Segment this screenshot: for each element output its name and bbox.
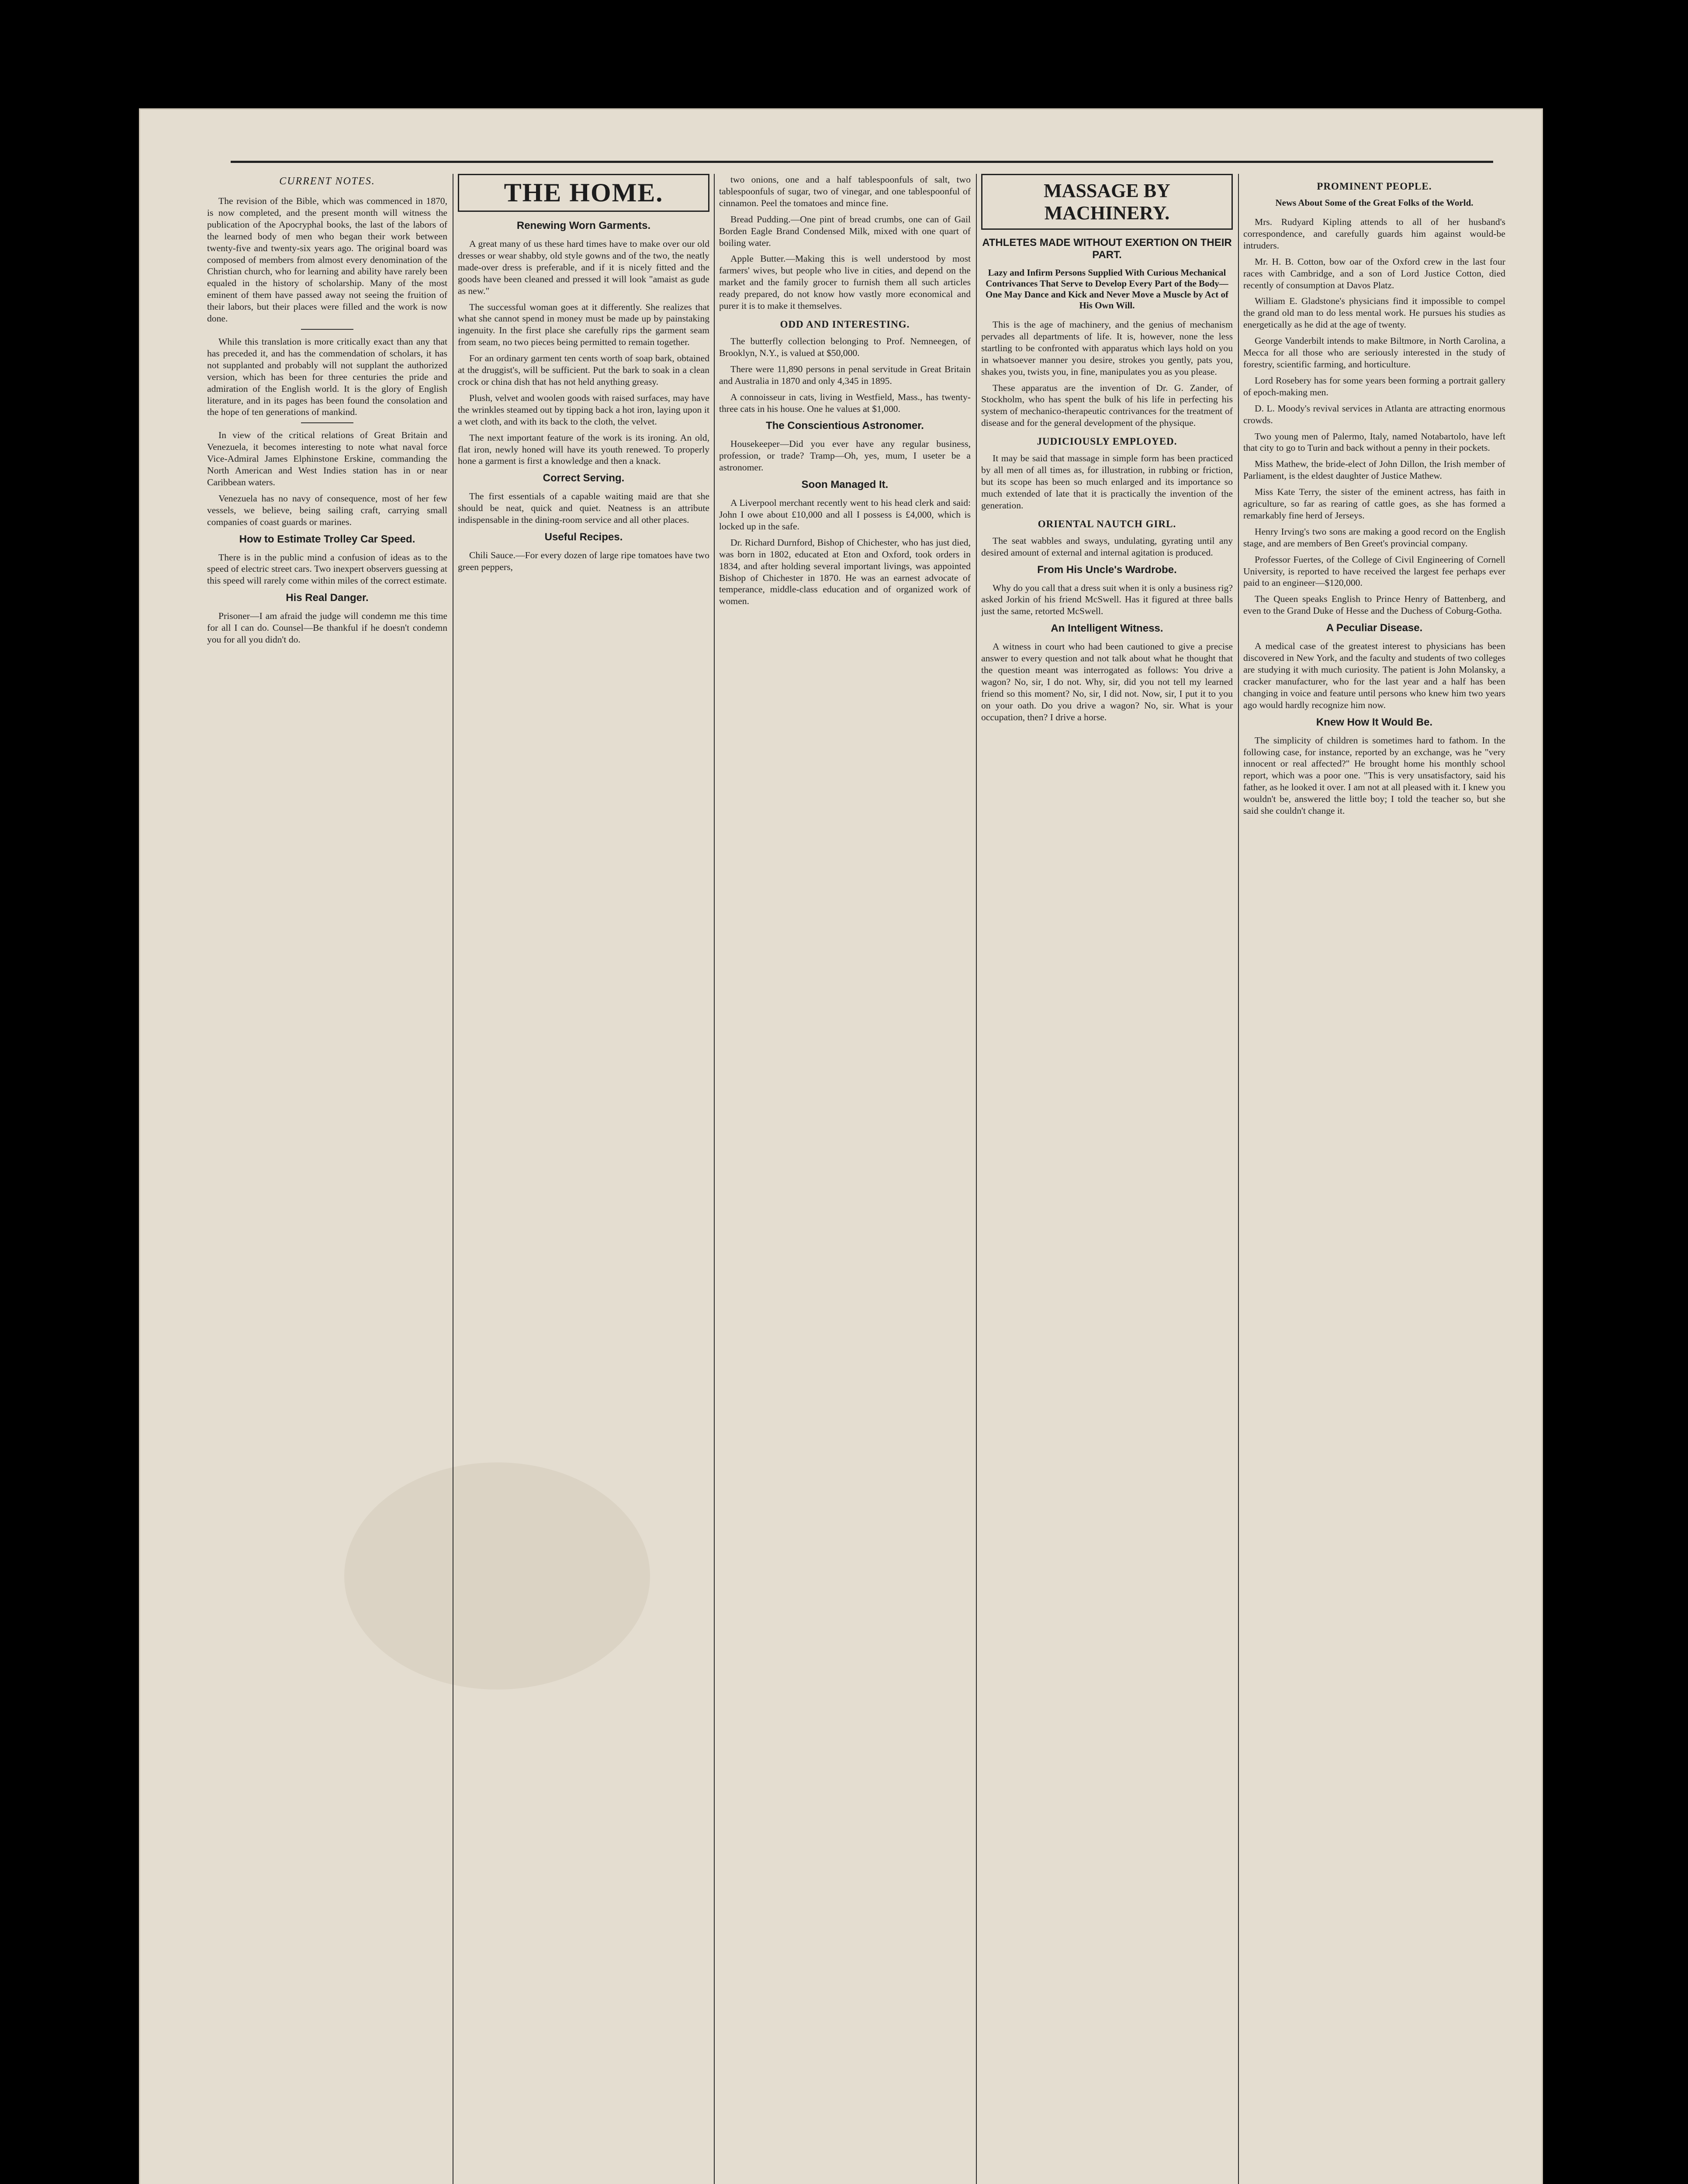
article-paragraph: Two young men of Palermo, Italy, named Notabartolo, have left that city to go to Turin and back without a penny in their pockets. [1243, 431, 1505, 453]
article-paragraph: The Queen speaks English to Prince Henry of Battenberg, and even to the Grand Duke of Hesse and the Duchess of Coburg-Gotha. [1243, 594, 1505, 616]
article-paragraph: It may be said that massage in simple form has been practiced by all men of all times as, for illustration, in rubbing or friction, but its scope has been so much enlarged and its importance so much extended of late that it is practically the invention of the generation. [981, 453, 1233, 511]
article-paragraph: Plush, velvet and woolen goods with raised surfaces, may have the wrinkles steamed out by tipping back a hot iron, laying upon it a wet cloth, and with its back to the cloth, the velvet. [458, 392, 709, 427]
article-heading: Soon Managed It. [801, 479, 889, 491]
section-title: THE HOME. [458, 174, 709, 212]
article-paragraph: The revision of the Bible, which was commenced in 1870, is now completed, and the present month will witness the publication of the Apocryphal books, the last of the labors of the learned body of men who began their work between twenty-five and twenty-six years ago. The original board was composed of members from almost every denomination of the Christian church, who for learning and ability have rarely been equaled in the history of scholarship. Many of the most eminent of them have passed away not seeing the fruition of their labors, but their places were filled and the work is now done. [207, 196, 447, 324]
article-deck: Lazy and Infirm Persons Supplied With Curious Mechanical Contrivances That Serve to Develop Every Part of the Body—One May Dance and Kick and Never Move a Muscle by Act of His Own Will. [985, 267, 1229, 311]
article-deck: News About Some of the Great Folks of the World. [1275, 197, 1474, 208]
article-heading: The Conscientious Astronomer. [766, 420, 924, 432]
article-heading: Renewing Worn Garments. [516, 220, 651, 232]
article-paragraph: George Vanderbilt intends to make Biltmore, in North Carolina, a Mecca for all those who are seriously interested in the study of forestry, scientific farming, and horticulture. [1243, 335, 1505, 370]
newspaper-page [139, 108, 1543, 2184]
article-paragraph: Bread Pudding.—One pint of bread crumbs, one can of Gail Borden Eagle Brand Condensed Milk, mixed with one quart of boiling water. [719, 214, 971, 248]
article-paragraph: The butterfly collection belonging to Prof. Nemneegen, of Brooklyn, N.Y., is valued at $50,000. [719, 335, 971, 358]
article-paragraph: Professor Fuertes, of the College of Civil Engineering of Cornell University, is reported to have received the largest fee perhaps ever paid to an engineer—$120,000. [1243, 554, 1505, 588]
column-massage [981, 174, 1233, 2184]
article-paragraph: The successful woman goes at it differently. She realizes that what she cannot spend in money must be made up by painstaking ingenuity. In the first place she carefully rips the garment seam from seam, no two pieces being permitted to remain together. [458, 301, 709, 348]
article-heading: ORIENTAL NAUTCH GIRL. [1038, 518, 1176, 529]
article-heading: Knew How It Would Be. [1316, 716, 1433, 728]
article-subheading: ATHLETES MADE WITHOUT EXERTION ON THEIR PART. [982, 237, 1232, 261]
section-title: PROMINENT PEOPLE. [1317, 181, 1432, 192]
article-paragraph: While this translation is more critically exact than any that has preceded it, and has the commendation of scholars, it has not supplanted and probably will not supplant the authorized version, which has been for three centuries the pride and admiration of the English world. It is the glory of English literature, and in its pages has been found the consolation and the hope of ten generations of mankind. [207, 336, 447, 418]
column-current-notes [207, 174, 447, 2184]
article-paragraph: Housekeeper—Did you ever have any regular business, profession, or trade? Tramp—Oh, yes, mum, I useter be a astronomer. [719, 439, 971, 473]
article-paragraph: There is in the public mind a confusion of ideas as to the speed of electric street cars. Two inexpert observers guessing at this speed will rarely come within miles of the correct estimate. [207, 552, 447, 586]
column-rule [714, 174, 715, 2184]
article-paragraph: two onions, one and a half tablespoonfuls of salt, two tablespoonfuls of sugar, two of vinegar, and one tablespoonful of cinnamon. Peel the tomatoes and mince fine. [719, 174, 971, 208]
column-heading: CURRENT NOTES. [279, 176, 375, 187]
article-heading: His Real Danger. [286, 592, 369, 604]
article-heading: Correct Serving. [543, 472, 625, 484]
article-paragraph: For an ordinary garment ten cents worth of soap bark, obtained at the druggist's, will be sufficient. Put the bark to soak in a clean crock or china dish that has not held anything greasy. [458, 353, 709, 387]
article-paragraph: Apple Butter.—Making this is well understood by most farmers' wives, but people who live in cities, and depend on the market and the family grocer to furnish them all such articles ready prepared, do not know how vastly more economical and purer it is to make it themselves. [719, 253, 971, 311]
article-paragraph: D. L. Moody's revival services in Atlanta are attracting enormous crowds. [1243, 403, 1505, 425]
article-paragraph: Miss Kate Terry, the sister of the eminent actress, has faith in agriculture, so far as rearing of cattle goes, as she has formed a remarkably fine herd of Jerseys. [1243, 487, 1505, 521]
article-paragraph: Chili Sauce.—For every dozen of large ripe tomatoes have two green peppers, [458, 550, 709, 572]
column-rule [1238, 174, 1239, 2184]
article-paragraph: A medical case of the greatest interest to physicians has been discovered in New York, and the faculty and students of two colleges are studying it with much curiosity. The patient is John Molansky, a cracker manufacturer, who for the last year and a half has been changing in voice and feature until persons who knew him two years ago would hardly recognize him now. [1243, 641, 1505, 710]
article-paragraph: These apparatus are the invention of Dr. G. Zander, of Stockholm, who has spent the bulk of his life in perfecting his system of mechanico-therapeutic contrivances for the treatment of disease and for the general development of the physique. [981, 382, 1233, 429]
article-heading: Useful Recipes. [544, 531, 623, 543]
article-paragraph: The simplicity of children is sometimes hard to fathom. In the following case, for instance, reported by an exchange, was he "very innocent or real affected?" He brought home his monthly school report, which was a poor one. "This is very unsatisfactory, said his father, as he looked it over. I am not at all pleased with it. I knew you wouldn't be, answered the little boy; I told the teacher so, but she said she couldn't change it. [1243, 735, 1505, 816]
article-paragraph: The first essentials of a capable waiting maid are that she should be neat, quick and quiet. Neatness is an attribute indispensable in the dining-room service and all other places. [458, 491, 709, 525]
article-paragraph: This is the age of machinery, and the genius of mechanism pervades all departments of life. It is, however, none the less startling to be confronted with apparatus which lays hold on you in whatsoever manner you desire, strokes you gently, pats you, shakes you, twists you, in fine, manipulates you as you please. [981, 319, 1233, 377]
article-heading: From His Uncle's Wardrobe. [1037, 563, 1177, 576]
article-paragraph: A connoisseur in cats, living in Westfield, Mass., has twenty-three cats in his house. One he values at $1,000. [719, 391, 971, 414]
article-paragraph: Henry Irving's two sons are making a good record on the English stage, and are members of Ben Greet's provincial company. [1243, 526, 1505, 549]
column-the-home [458, 174, 709, 2184]
article-paragraph: A great many of us these hard times have to make over our old dresses or wear shabby, old style gowns and of the two, the neatly made-over dress is preferable, and if it is nicely fitted and the goods have been cleaned and pressed it will look "amaist as gude as new." [458, 238, 709, 296]
article-heading: How to Estimate Trolley Car Speed. [239, 533, 415, 545]
article-heading: A Peculiar Disease. [1326, 622, 1423, 634]
article-paragraph: Dr. Richard Durnford, Bishop of Chichester, who has just died, was born in 1802, educated at Eton and Oxford, took orders in 1834, and after holding several important livings, was appointed Bishop of Chichester in 1870. He was an earnest advocate of temperance, middle-class education and of organized work of women. [719, 537, 971, 607]
article-paragraph: Venezuela has no navy of consequence, most of her few vessels, we believe, being sailing craft, carrying small companies of coast guards or marines. [207, 493, 447, 527]
article-paragraph: Why do you call that a dress suit when it is only a business rig? asked Jorkin of his friend McSwell. Has it figured at three balls just the same, retorted McSwell. [981, 582, 1233, 617]
article-paragraph: There were 11,890 persons in penal servitude in Great Britain and Australia in 1870 and only 4,345 in 1895. [719, 363, 971, 386]
article-heading: ODD AND INTERESTING. [780, 318, 910, 330]
divider [301, 422, 353, 423]
column-prominent-people [1243, 174, 1505, 2184]
article-paragraph: Prisoner—I am afraid the judge will condemn me this time for all I can do. Counsel—Be thankful if he doesn't condemn you for all you didn't do. [207, 611, 447, 645]
article-paragraph: The seat wabbles and sways, undulating, gyrating until any desired amount of external and internal agitation is produced. [981, 535, 1233, 558]
article-paragraph: The next important feature of the work is its ironing. An old, flat iron, newly honed will have its youth renewed. To properly hone a garment is first a knowledge and then a knack. [458, 432, 709, 467]
article-paragraph: A witness in court who had been cautioned to give a precise answer to every question and not talk about what he thought that the question meant was interrogated as follows: You drive a wagon? No, sir, I do not. Why, sir, did you not tell my learned friend so this moment? No, sir, I did not. Now, sir, I put it to you on your oath. Do you drive a wagon? No, sir. What is your occupation, then? I drive a horse. [981, 641, 1233, 722]
article-heading: An Intelligent Witness. [1051, 622, 1163, 635]
column-rule [976, 174, 977, 2184]
article-paragraph: Miss Mathew, the bride-elect of John Dillon, the Irish member of Parliament, is the eldest daughter of Justice Mathew. [1243, 459, 1505, 481]
article-heading: JUDICIOUSLY EMPLOYED. [1037, 436, 1177, 447]
article-paragraph: A Liverpool merchant recently went to his head clerk and said: John I owe about £10,000 and all I possess is £4,000, which is locked up in the safe. [719, 498, 971, 532]
divider [301, 329, 353, 330]
header-rule [231, 161, 1493, 163]
section-title: MASSAGE BY MACHINERY. [981, 174, 1233, 230]
article-paragraph: In view of the critical relations of Great Britain and Venezuela, it becomes interesting to note what naval force Vice-Admiral James Elphinstone Erskine, commanding the North American and West Indies station has in or near Caribbean waters. [207, 430, 447, 487]
article-paragraph: William E. Gladstone's physicians find it impossible to compel the grand old man to do less mental work. He pursues his studies as energetically as he did at the age of twenty. [1243, 296, 1505, 330]
article-paragraph: Mrs. Rudyard Kipling attends to all of her husband's correspondence, and carefully guards him against would-be intruders. [1243, 217, 1505, 251]
article-paragraph: Mr. H. B. Cotton, bow oar of the Oxford crew in the last four races with Cambridge, and a son of Lord Justice Cotton, died recently of consumption at Davos Platz. [1243, 256, 1505, 290]
article-paragraph: Lord Rosebery has for some years been forming a portrait gallery of epoch-making men. [1243, 375, 1505, 397]
column-recipes-odd [719, 174, 971, 2184]
